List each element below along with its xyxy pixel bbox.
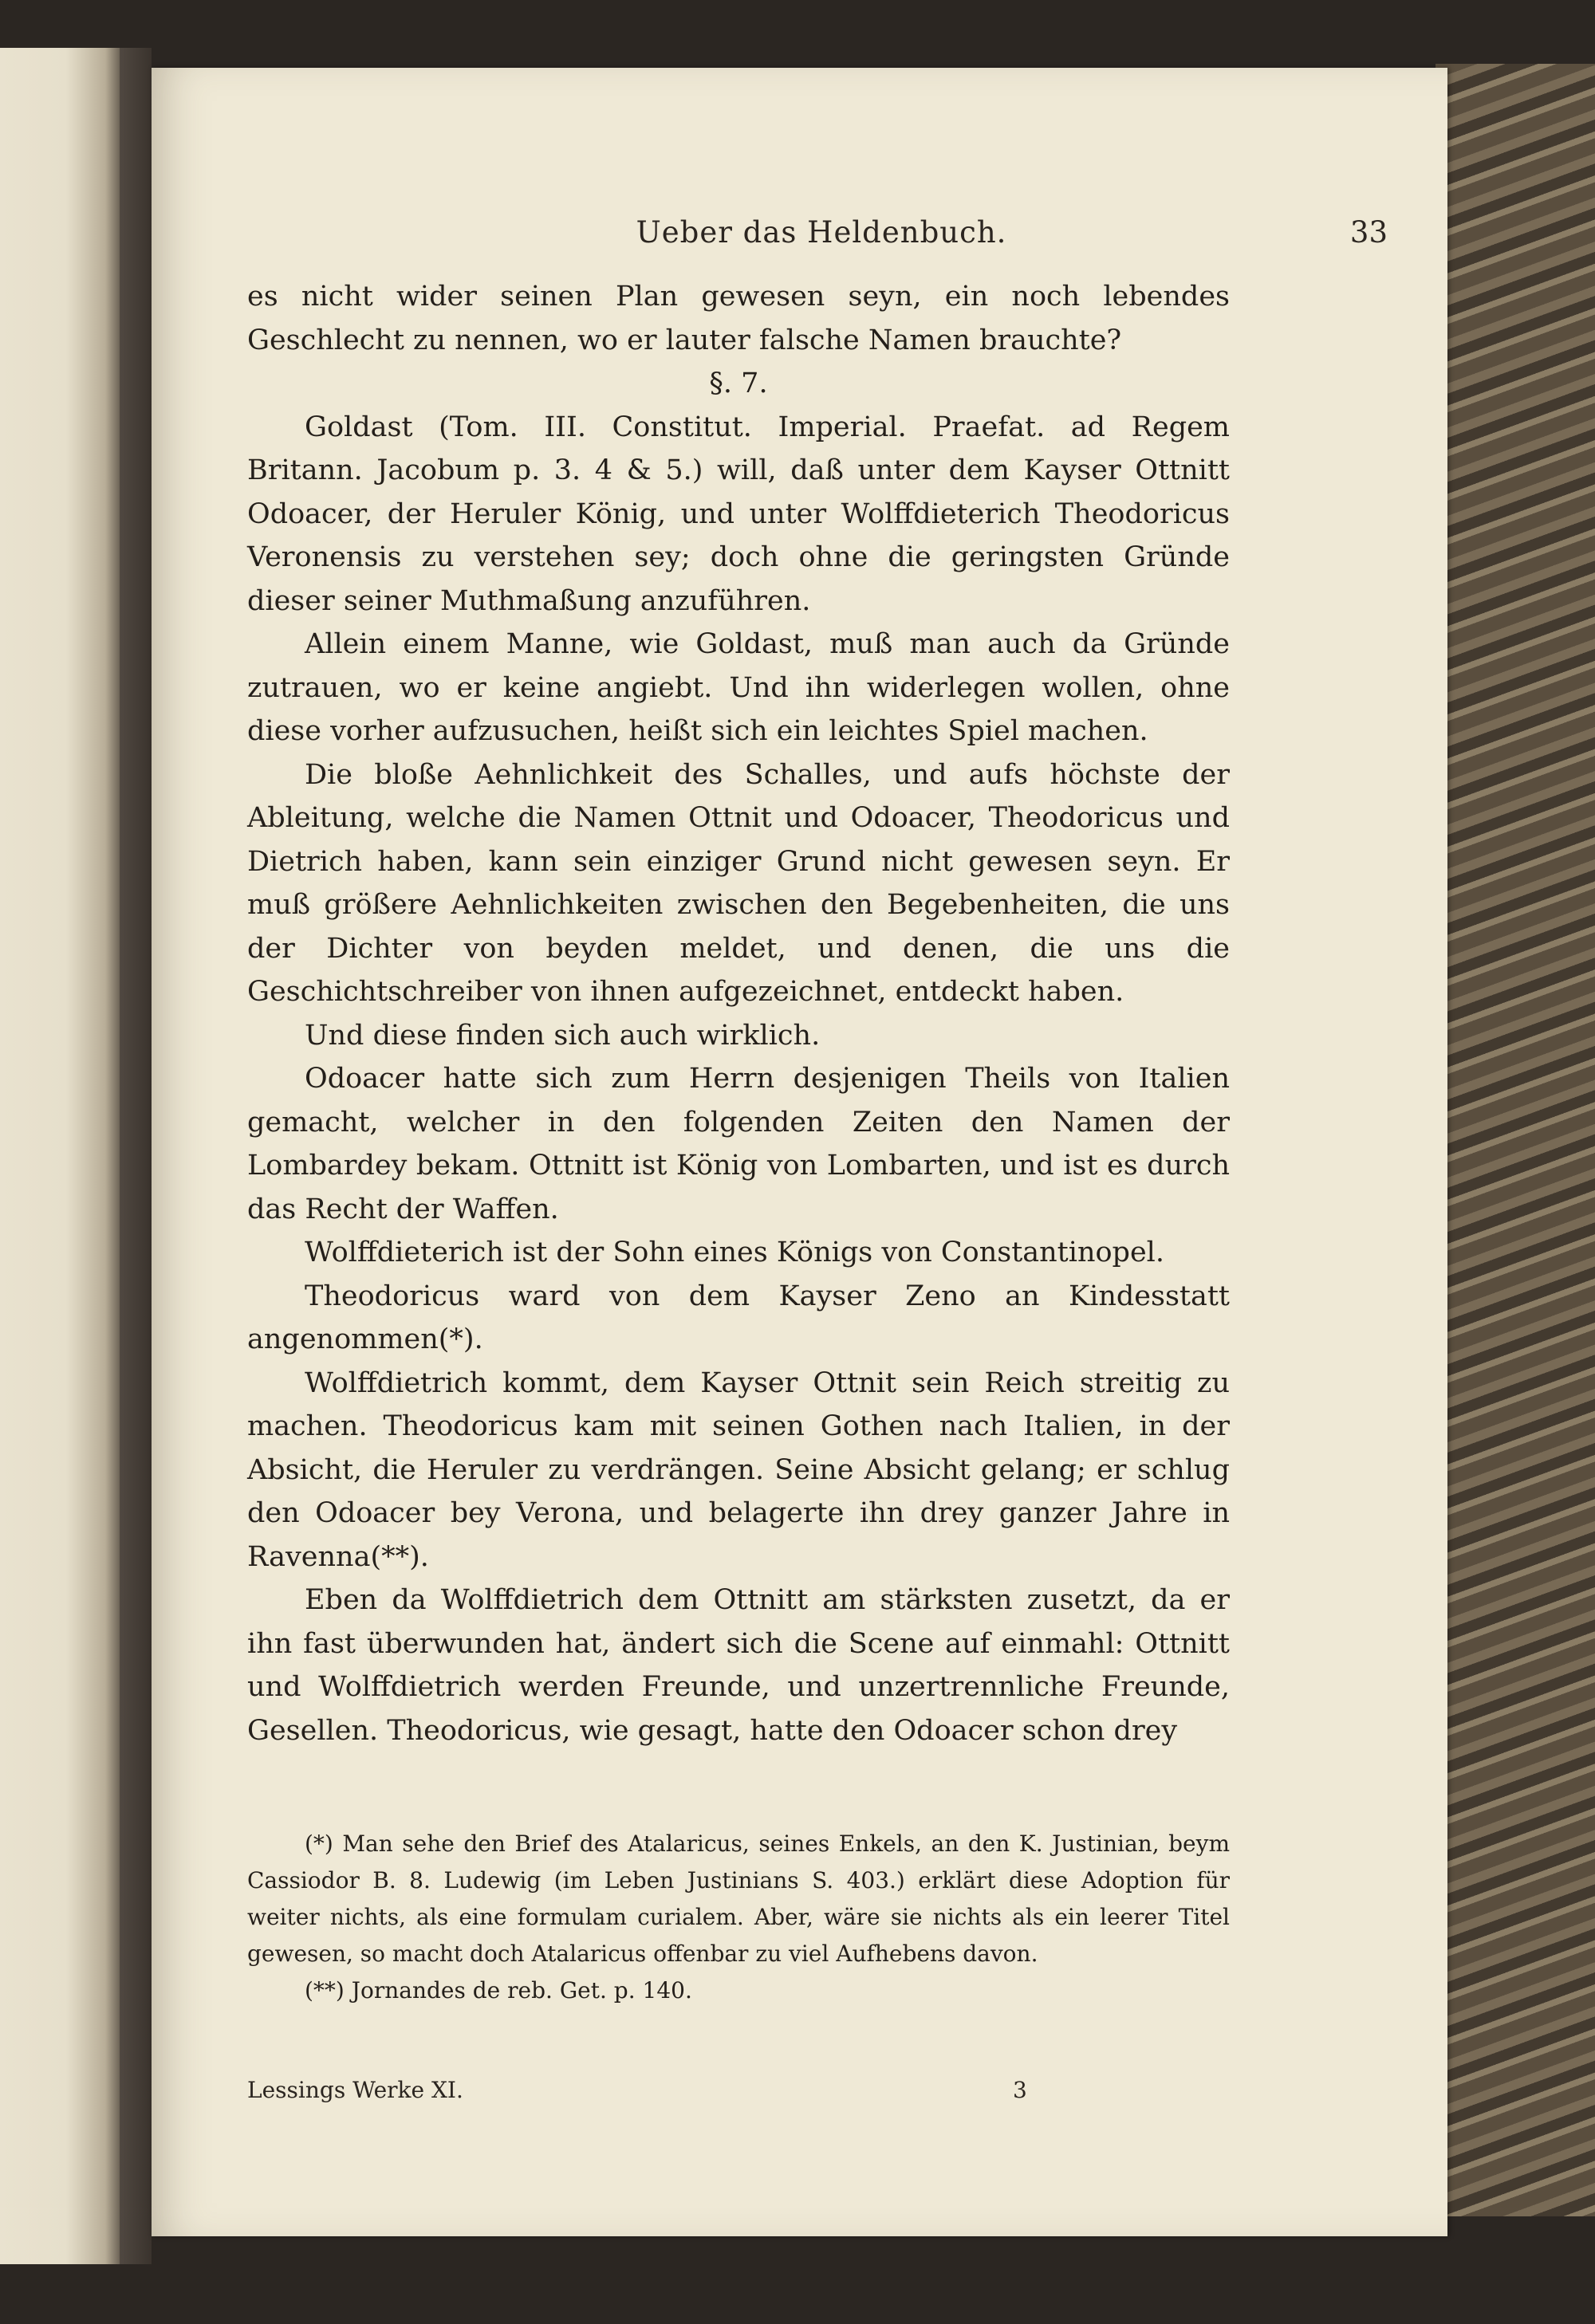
paragraph: Die bloße Aehnlichkeit des Schalles, und aufs höchste der Ableitung, welche die Namen Ottnit und Odoacer, Theodoricus und Dietrich haben, kann sein einziger Grund nicht gewesen seyn. Er muß größere Aehnlichkeiten zwischen den Begebenheiten, die uns der Dichter von beyden meldet, und denen, die uns die Geschichtschreiber von ihnen aufgezeichnet, entdeckt haben. xyxy=(247,758,1230,1008)
paragraph: Wolffdieterich ist der Sohn eines Königs von Constantinopel. xyxy=(305,1237,1164,1268)
paragraph: es nicht wider seinen Plan gewesen seyn, ein noch lebendes Geschlecht zu nennen, wo er lauter falsche Namen brauchte? xyxy=(247,281,1230,356)
left-page-edge xyxy=(0,48,120,2264)
footnote: (*) Man sehe den Brief des Atalaricus, seines Enkels, an den K. Justinian, beym Cassiodor B. 8. Ludewig (im Leben Justinians S. 403.) erklärt diese Adoption für weiter nichts, als eine formulam curialem. Aber, wäre sie nichts als ein leerer Titel gewesen, so macht doch Atalaricus offenbar zu viel Aufhebens davon. xyxy=(247,1830,1230,1967)
paragraph: Allein einem Manne, wie Goldast, muß man auch da Gründe zutrauen, wo er keine angiebt. Und ihn widerlegen wollen, ohne diese vorher aufzusuchen, heißt sich ein leichtes Spiel machen. xyxy=(247,628,1230,747)
paragraph: Wolffdietrich kommt, dem Kayser Ottnit sein Reich streitig zu machen. Theodoricus kam mit seinen Gothen nach Italien, in der Absicht, die Heruler zu verdrängen. Seine Absicht gelang; er schlug den Odoacer bey Verona, und belagerte ihn drey ganzer Jahre in Ravenna(**). xyxy=(247,1366,1230,1573)
signature-title: Lessings Werke XI. xyxy=(247,2077,463,2103)
book-page xyxy=(152,68,1447,2236)
footnotes xyxy=(247,1826,1230,2009)
paragraph: Goldast (Tom. III. Constitut. Imperial. Praefat. ad Regem Britann. Jacobum p. 3. 4 & 5.) will, daß unter dem Kayser Ottnitt Odoacer, der Heruler König, und unter Wolffdieterich Theodoricus Veronensis zu verstehen sey; doch ohne die geringsten Gründe dieser seiner Muthmaßung anzuführen. xyxy=(247,411,1230,617)
page-header xyxy=(255,215,1388,255)
page-number: 33 xyxy=(1349,215,1388,250)
paragraph: Theodoricus ward von dem Kayser Zeno an Kindesstatt angenommen(*). xyxy=(247,1280,1230,1355)
signature-mark: 3 xyxy=(1013,2077,1027,2103)
book-gutter xyxy=(120,48,152,2264)
running-title: Ueber das Heldenbuch. xyxy=(636,215,1007,250)
paragraph: Und diese finden sich auch wirklich. xyxy=(305,1019,821,1052)
footnote: (**) Jornandes de reb. Get. p. 140. xyxy=(305,1977,692,2004)
section-heading: §. 7. xyxy=(709,368,768,399)
marbled-cover xyxy=(1436,64,1595,2216)
printer-signature xyxy=(247,2077,1230,2109)
paragraph: Eben da Wolffdietrich dem Ottnitt am stärksten zusetzt, da er ihn fast überwunden hat, ändert sich die Scene auf einmahl: Ottnitt und Wolffdietrich werden Freunde, und unzertrennliche Freunde, Gesellen. Theodoricus, wie gesagt, hatte den Odoacer schon drey xyxy=(247,1584,1230,1747)
body-text xyxy=(247,275,1230,1752)
paragraph: Odoacer hatte sich zum Herrn desjenigen Theils von Italien gemacht, welcher in den folgenden Zeiten den Namen der Lombardey bekam. Ottnitt ist König von Lombarten, und ist es durch das Recht der Waffen. xyxy=(247,1063,1230,1225)
